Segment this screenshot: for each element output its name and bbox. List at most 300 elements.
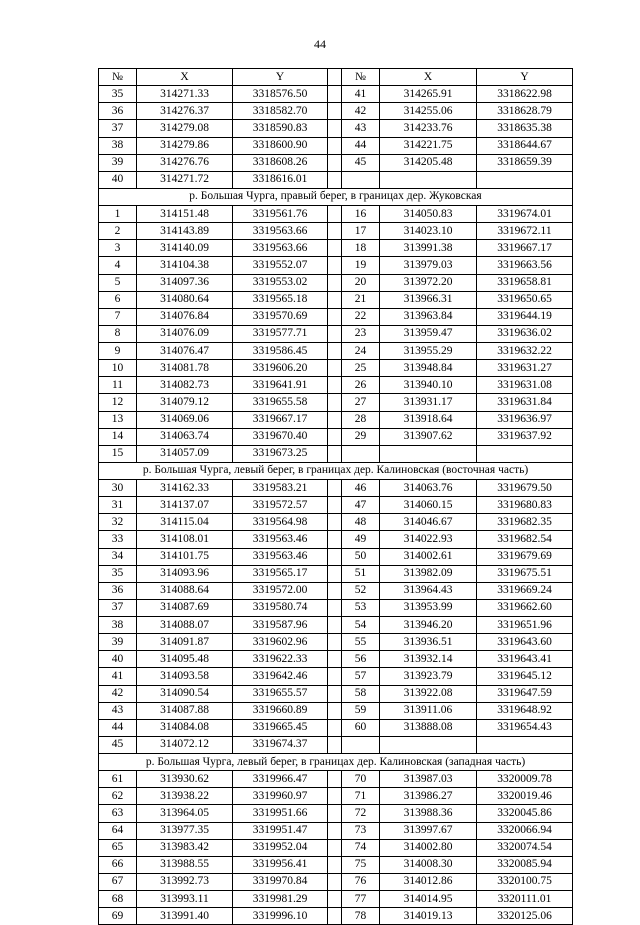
y-coordinate: 3319583.21 [233, 480, 328, 497]
point-number: 38 [99, 137, 137, 154]
x-coordinate: 313988.36 [380, 805, 477, 822]
x-coordinate: 314076.47 [137, 343, 233, 360]
point-number: 8 [99, 325, 137, 342]
point-number: 62 [99, 788, 137, 805]
point-number: 54 [342, 617, 380, 634]
empty-cell [342, 736, 380, 753]
y-coordinate: 3319644.19 [477, 308, 573, 325]
x-coordinate: 314162.33 [137, 480, 233, 497]
header-y: Y [477, 69, 573, 86]
point-number: 72 [342, 805, 380, 822]
point-number: 55 [342, 634, 380, 651]
x-coordinate: 313932.14 [380, 651, 477, 668]
header-number: № [342, 69, 380, 86]
column-gap [328, 377, 342, 394]
y-coordinate: 3319680.83 [477, 497, 573, 514]
table-row [99, 257, 573, 274]
x-coordinate: 313911.06 [380, 702, 477, 719]
x-coordinate: 313966.31 [380, 291, 477, 308]
header-y: Y [233, 69, 328, 86]
point-number: 36 [99, 582, 137, 599]
x-coordinate: 314104.38 [137, 257, 233, 274]
table-row [99, 565, 573, 582]
point-number: 3 [99, 240, 137, 257]
y-coordinate: 3319563.46 [233, 531, 328, 548]
x-coordinate: 314279.08 [137, 120, 233, 137]
section-title-row [99, 754, 573, 771]
y-coordinate: 3319665.45 [233, 719, 328, 736]
table-row [99, 445, 573, 462]
point-number: 63 [99, 805, 137, 822]
y-coordinate: 3318659.39 [477, 154, 573, 171]
table-row [99, 873, 573, 890]
column-gap [328, 394, 342, 411]
point-number: 73 [342, 822, 380, 839]
table-row [99, 685, 573, 702]
y-coordinate: 3319565.17 [233, 565, 328, 582]
point-number: 65 [99, 839, 137, 856]
header-row [99, 69, 573, 86]
table-row [99, 103, 573, 120]
y-coordinate: 3320100.75 [477, 873, 573, 890]
x-coordinate: 314088.64 [137, 582, 233, 599]
x-coordinate: 313972.20 [380, 274, 477, 291]
point-number: 39 [99, 634, 137, 651]
x-coordinate: 314057.09 [137, 445, 233, 462]
y-coordinate: 3319586.45 [233, 343, 328, 360]
column-gap [328, 891, 342, 908]
point-number: 45 [342, 154, 380, 171]
point-number: 67 [99, 873, 137, 890]
column-gap [328, 702, 342, 719]
point-number: 27 [342, 394, 380, 411]
x-coordinate: 313964.43 [380, 582, 477, 599]
table-row [99, 891, 573, 908]
y-coordinate: 3319643.60 [477, 634, 573, 651]
x-coordinate: 314012.86 [380, 873, 477, 890]
x-coordinate: 314221.75 [380, 137, 477, 154]
x-coordinate: 314140.09 [137, 240, 233, 257]
table-row [99, 617, 573, 634]
table-row [99, 736, 573, 753]
point-number: 33 [99, 531, 137, 548]
point-number: 31 [99, 497, 137, 514]
y-coordinate: 3319956.41 [233, 856, 328, 873]
x-coordinate: 314076.09 [137, 325, 233, 342]
x-coordinate: 314002.61 [380, 548, 477, 565]
y-coordinate: 3319565.18 [233, 291, 328, 308]
x-coordinate: 314265.91 [380, 86, 477, 103]
y-coordinate: 3319570.69 [233, 308, 328, 325]
point-number: 40 [99, 651, 137, 668]
column-gap [328, 582, 342, 599]
table-row [99, 548, 573, 565]
coordinates-table [98, 68, 573, 925]
point-number: 2 [99, 223, 137, 240]
x-coordinate: 314101.75 [137, 548, 233, 565]
column-gap [328, 788, 342, 805]
y-coordinate: 3319641.91 [233, 377, 328, 394]
header-x: X [380, 69, 477, 86]
y-coordinate: 3319564.98 [233, 514, 328, 531]
point-number: 44 [99, 719, 137, 736]
x-coordinate: 314276.76 [137, 154, 233, 171]
y-coordinate: 3320066.94 [477, 822, 573, 839]
point-number: 12 [99, 394, 137, 411]
x-coordinate: 314095.48 [137, 651, 233, 668]
column-gap [328, 565, 342, 582]
table-row [99, 514, 573, 531]
table-row [99, 908, 573, 925]
point-number: 28 [342, 411, 380, 428]
x-coordinate: 314271.72 [137, 171, 233, 188]
point-number: 68 [99, 891, 137, 908]
empty-cell [342, 445, 380, 462]
column-gap [328, 343, 342, 360]
column-gap [328, 822, 342, 839]
column-gap [328, 514, 342, 531]
y-coordinate: 3320111.01 [477, 891, 573, 908]
y-coordinate: 3319553.02 [233, 274, 328, 291]
y-coordinate: 3319651.96 [477, 617, 573, 634]
point-number: 57 [342, 668, 380, 685]
y-coordinate: 3319631.84 [477, 394, 573, 411]
y-coordinate: 3318616.01 [233, 171, 328, 188]
y-coordinate: 3319642.46 [233, 668, 328, 685]
table-row [99, 411, 573, 428]
point-number: 61 [99, 771, 137, 788]
table-row [99, 154, 573, 171]
point-number: 78 [342, 908, 380, 925]
point-number: 37 [99, 599, 137, 616]
x-coordinate: 314050.83 [380, 206, 477, 223]
column-gap [328, 873, 342, 890]
column-gap [328, 805, 342, 822]
x-coordinate: 313979.03 [380, 257, 477, 274]
table-body [99, 69, 573, 925]
table-row [99, 497, 573, 514]
x-coordinate: 313963.84 [380, 308, 477, 325]
column-gap [328, 599, 342, 616]
y-coordinate: 3319572.57 [233, 497, 328, 514]
x-coordinate: 314097.36 [137, 274, 233, 291]
y-coordinate: 3319679.50 [477, 480, 573, 497]
x-coordinate: 314072.12 [137, 736, 233, 753]
y-coordinate: 3319660.89 [233, 702, 328, 719]
empty-cell [477, 171, 573, 188]
y-coordinate: 3318576.50 [233, 86, 328, 103]
table-row [99, 822, 573, 839]
x-coordinate: 313955.29 [380, 343, 477, 360]
y-coordinate: 3319606.20 [233, 360, 328, 377]
y-coordinate: 3318622.98 [477, 86, 573, 103]
x-coordinate: 314279.86 [137, 137, 233, 154]
point-number: 50 [342, 548, 380, 565]
y-coordinate: 3319655.58 [233, 394, 328, 411]
x-coordinate: 314076.84 [137, 308, 233, 325]
table-row [99, 634, 573, 651]
x-coordinate: 313953.99 [380, 599, 477, 616]
y-coordinate: 3320019.46 [477, 788, 573, 805]
column-gap [328, 719, 342, 736]
x-coordinate: 313959.47 [380, 325, 477, 342]
x-coordinate: 314008.30 [380, 856, 477, 873]
column-gap [328, 257, 342, 274]
y-coordinate: 3319655.57 [233, 685, 328, 702]
point-number: 66 [99, 856, 137, 873]
y-coordinate: 3319960.97 [233, 788, 328, 805]
table-row [99, 377, 573, 394]
x-coordinate: 314087.69 [137, 599, 233, 616]
column-gap [328, 206, 342, 223]
point-number: 34 [99, 548, 137, 565]
point-number: 37 [99, 120, 137, 137]
table-row [99, 394, 573, 411]
y-coordinate: 3319675.51 [477, 565, 573, 582]
column-gap [328, 531, 342, 548]
x-coordinate: 314023.10 [380, 223, 477, 240]
x-coordinate: 313993.11 [137, 891, 233, 908]
y-coordinate: 3319650.65 [477, 291, 573, 308]
y-coordinate: 3318635.38 [477, 120, 573, 137]
x-coordinate: 313986.27 [380, 788, 477, 805]
table-row [99, 599, 573, 616]
column-gap [328, 497, 342, 514]
section-title: р. Большая Чурга, левый берег, в границах дер. Калиновская (западная часть) [99, 754, 573, 771]
table-row [99, 702, 573, 719]
x-coordinate: 314087.88 [137, 702, 233, 719]
x-coordinate: 314063.76 [380, 480, 477, 497]
header-x: X [137, 69, 233, 86]
table-row [99, 274, 573, 291]
x-coordinate: 314271.33 [137, 86, 233, 103]
y-coordinate: 3319981.29 [233, 891, 328, 908]
point-number: 9 [99, 343, 137, 360]
x-coordinate: 313923.79 [380, 668, 477, 685]
y-coordinate: 3319602.96 [233, 634, 328, 651]
x-coordinate: 314091.87 [137, 634, 233, 651]
y-coordinate: 3319970.84 [233, 873, 328, 890]
x-coordinate: 313982.09 [380, 565, 477, 582]
point-number: 41 [342, 86, 380, 103]
table-row [99, 137, 573, 154]
point-number: 59 [342, 702, 380, 719]
point-number: 47 [342, 497, 380, 514]
x-coordinate: 313987.03 [380, 771, 477, 788]
point-number: 35 [99, 86, 137, 103]
y-coordinate: 3319662.60 [477, 599, 573, 616]
y-coordinate: 3319667.17 [233, 411, 328, 428]
x-coordinate: 314063.74 [137, 428, 233, 445]
y-coordinate: 3319682.54 [477, 531, 573, 548]
column-gap [328, 154, 342, 171]
y-coordinate: 3320045.86 [477, 805, 573, 822]
table-row [99, 206, 573, 223]
point-number: 76 [342, 873, 380, 890]
y-coordinate: 3319643.41 [477, 651, 573, 668]
table-row [99, 582, 573, 599]
point-number: 77 [342, 891, 380, 908]
empty-cell [477, 445, 573, 462]
x-coordinate: 313938.22 [137, 788, 233, 805]
column-gap [328, 86, 342, 103]
table-row [99, 805, 573, 822]
point-number: 45 [99, 736, 137, 753]
y-coordinate: 3320125.06 [477, 908, 573, 925]
x-coordinate: 313922.08 [380, 685, 477, 702]
point-number: 29 [342, 428, 380, 445]
table-row [99, 360, 573, 377]
point-number: 44 [342, 137, 380, 154]
x-coordinate: 313977.35 [137, 822, 233, 839]
x-coordinate: 313918.64 [380, 411, 477, 428]
x-coordinate: 314060.15 [380, 497, 477, 514]
x-coordinate: 314081.78 [137, 360, 233, 377]
point-number: 42 [99, 685, 137, 702]
point-number: 71 [342, 788, 380, 805]
column-gap [328, 651, 342, 668]
y-coordinate: 3319587.96 [233, 617, 328, 634]
column-gap [328, 360, 342, 377]
point-number: 38 [99, 617, 137, 634]
point-number: 42 [342, 103, 380, 120]
y-coordinate: 3319563.66 [233, 223, 328, 240]
point-number: 48 [342, 514, 380, 531]
y-coordinate: 3319674.37 [233, 736, 328, 753]
point-number: 1 [99, 206, 137, 223]
table-row [99, 171, 573, 188]
column-gap [328, 634, 342, 651]
point-number: 43 [342, 120, 380, 137]
column-gap [328, 325, 342, 342]
table-row [99, 719, 573, 736]
point-number: 39 [99, 154, 137, 171]
y-coordinate: 3319951.47 [233, 822, 328, 839]
table-row [99, 291, 573, 308]
y-coordinate: 3319670.40 [233, 428, 328, 445]
point-number: 5 [99, 274, 137, 291]
point-number: 64 [99, 822, 137, 839]
x-coordinate: 314093.96 [137, 565, 233, 582]
y-coordinate: 3319647.59 [477, 685, 573, 702]
point-number: 21 [342, 291, 380, 308]
table-row [99, 839, 573, 856]
point-number: 41 [99, 668, 137, 685]
point-number: 35 [99, 565, 137, 582]
column-gap [328, 428, 342, 445]
x-coordinate: 313888.08 [380, 719, 477, 736]
point-number: 40 [99, 171, 137, 188]
x-coordinate: 314233.76 [380, 120, 477, 137]
point-number: 25 [342, 360, 380, 377]
x-coordinate: 313946.20 [380, 617, 477, 634]
y-coordinate: 3319563.66 [233, 240, 328, 257]
table-row [99, 428, 573, 445]
column-gap [328, 120, 342, 137]
y-coordinate: 3319552.07 [233, 257, 328, 274]
column-gap [328, 856, 342, 873]
column-gap [328, 685, 342, 702]
y-coordinate: 3319632.22 [477, 343, 573, 360]
x-coordinate: 314080.64 [137, 291, 233, 308]
column-gap [328, 908, 342, 925]
point-number: 15 [99, 445, 137, 462]
x-coordinate: 313983.42 [137, 839, 233, 856]
y-coordinate: 3319631.27 [477, 360, 573, 377]
section-title-row [99, 188, 573, 205]
x-coordinate: 313936.51 [380, 634, 477, 651]
column-gap [328, 291, 342, 308]
x-coordinate: 314108.01 [137, 531, 233, 548]
y-coordinate: 3319577.71 [233, 325, 328, 342]
point-number: 30 [99, 480, 137, 497]
x-coordinate: 313930.62 [137, 771, 233, 788]
y-coordinate: 3319951.66 [233, 805, 328, 822]
x-coordinate: 313988.55 [137, 856, 233, 873]
point-number: 58 [342, 685, 380, 702]
column-gap [328, 548, 342, 565]
table-row [99, 308, 573, 325]
point-number: 23 [342, 325, 380, 342]
y-coordinate: 3320009.78 [477, 771, 573, 788]
y-coordinate: 3318644.67 [477, 137, 573, 154]
y-coordinate: 3319572.00 [233, 582, 328, 599]
point-number: 56 [342, 651, 380, 668]
y-coordinate: 3319679.69 [477, 548, 573, 565]
table-row [99, 856, 573, 873]
column-gap [328, 103, 342, 120]
x-coordinate: 314205.48 [380, 154, 477, 171]
x-coordinate: 314115.04 [137, 514, 233, 531]
x-coordinate: 314082.73 [137, 377, 233, 394]
y-coordinate: 3318582.70 [233, 103, 328, 120]
y-coordinate: 3319645.12 [477, 668, 573, 685]
point-number: 20 [342, 274, 380, 291]
empty-cell [380, 445, 477, 462]
point-number: 52 [342, 582, 380, 599]
column-gap [328, 69, 342, 86]
y-coordinate: 3319648.92 [477, 702, 573, 719]
x-coordinate: 314137.07 [137, 497, 233, 514]
section-title-row [99, 462, 573, 479]
y-coordinate: 3319563.46 [233, 548, 328, 565]
y-coordinate: 3318590.83 [233, 120, 328, 137]
y-coordinate: 3318600.90 [233, 137, 328, 154]
table-row [99, 343, 573, 360]
point-number: 75 [342, 856, 380, 873]
y-coordinate: 3319673.25 [233, 445, 328, 462]
header-number: № [99, 69, 137, 86]
table-row [99, 651, 573, 668]
point-number: 11 [99, 377, 137, 394]
y-coordinate: 3319952.04 [233, 839, 328, 856]
y-coordinate: 3319682.35 [477, 514, 573, 531]
y-coordinate: 3319561.76 [233, 206, 328, 223]
table-row [99, 325, 573, 342]
table-row [99, 788, 573, 805]
y-coordinate: 3319622.33 [233, 651, 328, 668]
x-coordinate: 313991.38 [380, 240, 477, 257]
x-coordinate: 314046.67 [380, 514, 477, 531]
column-gap [328, 839, 342, 856]
y-coordinate: 3319636.97 [477, 411, 573, 428]
x-coordinate: 313964.05 [137, 805, 233, 822]
point-number: 19 [342, 257, 380, 274]
x-coordinate: 313992.73 [137, 873, 233, 890]
point-number: 16 [342, 206, 380, 223]
point-number: 51 [342, 565, 380, 582]
x-coordinate: 314090.54 [137, 685, 233, 702]
